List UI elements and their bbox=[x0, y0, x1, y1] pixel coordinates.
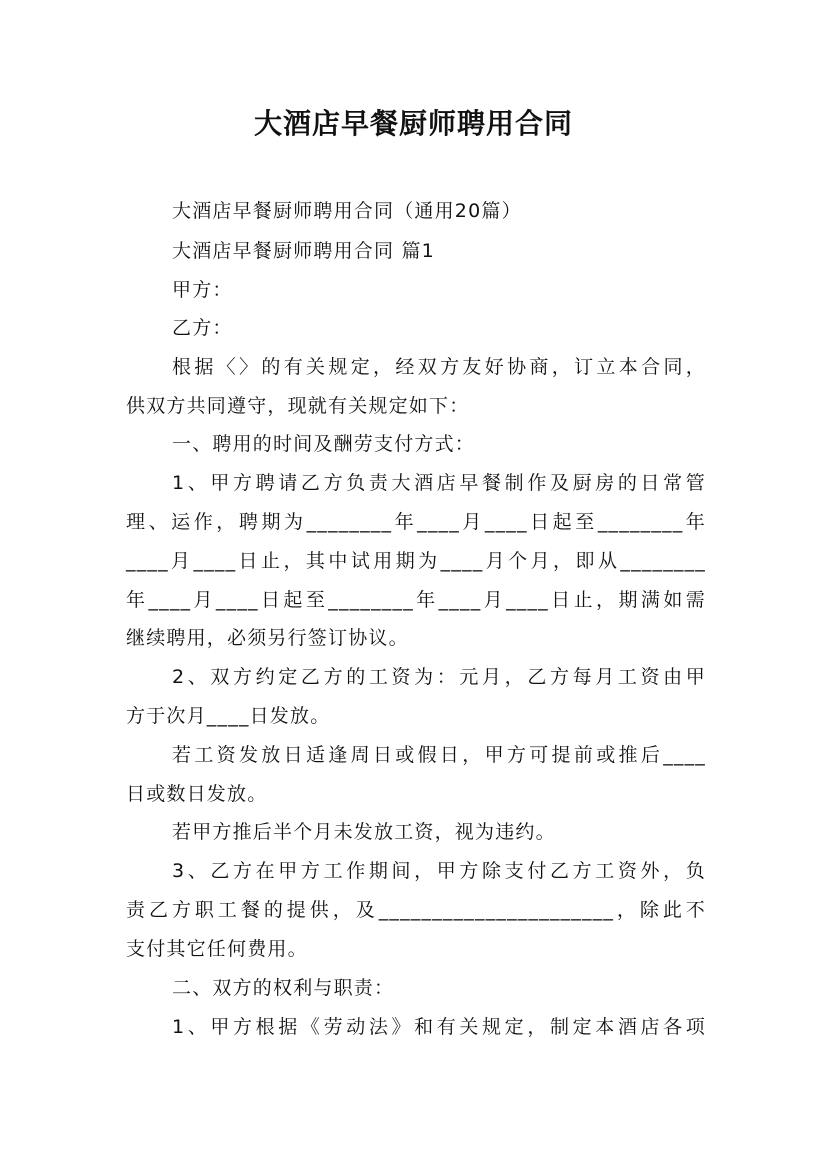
paragraph-line: 方于次月____日发放。 bbox=[126, 705, 331, 727]
document-title: 大酒店早餐厨师聘用合同 bbox=[253, 107, 573, 140]
paragraph-line: 责乙方职工餐的提供，及______________________，除此不 bbox=[126, 899, 706, 921]
party-a-line: 甲方： bbox=[172, 279, 233, 301]
paragraph-line: 若工资发放日适逢周日或假日，甲方可提前或推后____ bbox=[172, 744, 706, 766]
paragraph-line: 理、运作，聘期为________年____月____日起至________年 bbox=[126, 511, 706, 533]
paragraph-line: ____月____日止，其中试用期为____月个月，即从________ bbox=[126, 550, 706, 572]
paragraph-line: 根据〈〉的有关规定，经双方友好协商，订立本合同， bbox=[172, 356, 706, 378]
paragraph-line: 供双方共同遵守，现就有关规定如下： bbox=[126, 395, 470, 417]
clause-heading: 二、双方的权利与职责： bbox=[172, 977, 395, 999]
clause-heading: 一、聘用的时间及酬劳支付方式： bbox=[172, 433, 476, 455]
paragraph-line: 2、双方约定乙方的工资为：元月，乙方每月工资由甲 bbox=[172, 666, 706, 688]
section-heading: 大酒店早餐厨师聘用合同 篇1 bbox=[172, 240, 435, 262]
party-b-line: 乙方： bbox=[172, 317, 233, 339]
paragraph-line: 继续聘用，必须另行签订协议。 bbox=[126, 627, 409, 649]
paragraph-line: 支付其它任何费用。 bbox=[126, 938, 308, 960]
paragraph-line: 3、乙方在甲方工作期间，甲方除支付乙方工资外，负 bbox=[172, 860, 706, 882]
paragraph-line: 日或数日发放。 bbox=[126, 783, 268, 805]
paragraph-line: 1、甲方聘请乙方负责大酒店早餐制作及厨房的日常管 bbox=[172, 472, 706, 494]
paragraph-line: 若甲方推后半个月未发放工资，视为违约。 bbox=[172, 821, 556, 843]
doc-subtitle: 大酒店早餐厨师聘用合同（通用20篇） bbox=[172, 200, 522, 222]
paragraph-line: 年____月____日起至________年____月____日止，期满如需 bbox=[126, 589, 706, 611]
paragraph-line: 1、甲方根据《劳动法》和有关规定，制定本酒店各项 bbox=[172, 1016, 706, 1038]
